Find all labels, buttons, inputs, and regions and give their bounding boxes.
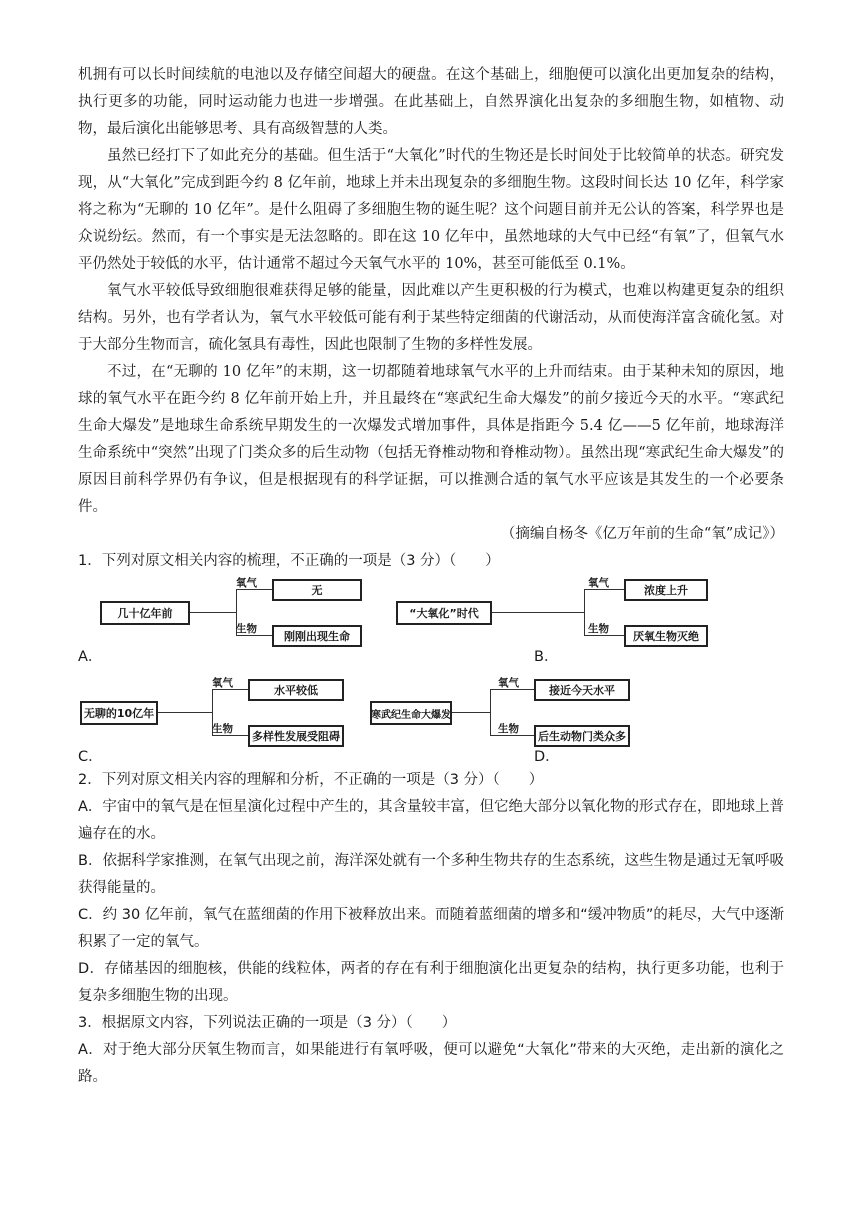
- option-letter-c: C．: [78, 749, 103, 765]
- life-label: 生物: [236, 623, 257, 635]
- oxygen-box: 水平较低: [248, 679, 344, 701]
- question-2-option-d: D．存储基因的细胞核，供能的线粒体，两者的存在有利于细胞演化出更复杂的结构，执行更多功能，也利于复杂多细胞生物的出现。: [78, 961, 784, 1004]
- question-3-option-a: A．对于绝大部分厌氧生物而言，如果能进行有氧呼吸，便可以避免“大氧化”带来的大灭绝，走出新的演化之路。: [78, 1042, 784, 1085]
- option-letter-d: D．: [534, 749, 560, 765]
- life-label: 生物: [498, 723, 519, 735]
- question-2-option-c: C．约 30 亿年前，氧气在蓝细菌的作用下被释放出来。而随着蓝细菌的增多和“缓冲物质”的耗尽，大气中逐渐积累了一定的氧气。: [78, 907, 784, 950]
- diagram-c: [80, 677, 380, 743]
- life-box: 刚刚出现生命: [272, 625, 362, 647]
- oxygen-label: 氧气: [498, 677, 519, 689]
- oxygen-label: 氧气: [588, 577, 609, 589]
- passage-paragraph-2: 虽然已经打下了如此充分的基础。但生活于“大氧化”时代的生物还是长时间处于比较简单的状态。研究发现，从“大氧化”完成到距今约 8 亿年前，地球上并未出现复杂的多细胞生物。这段时间长达 10 亿年，科学家将之称为“无聊的 10 亿年”。是什么阻碍了多细胞生物的诞生呢？这个问题目前并无公认的答案，科学界也是众说纷纭。然而，有一个事实是无法忽略的。即在这 10 亿年中，虽然地球的大气中已经“有氧”了，但氧气水平仍然处于较低的水平，估计通常不超过今天氧气水平的 10%，甚至可能低至 0.1%。: [78, 148, 784, 272]
- life-label: 生物: [212, 723, 233, 735]
- question-2-option-a: A．宇宙中的氧气是在恒星演化过程中产生的，其含量较丰富，但它绝大部分以氧化物的形式存在，即地球上普遍存在的水。: [78, 799, 784, 842]
- passage-paragraph-4: 不过，在“无聊的 10 亿年”的末期，这一切都随着地球氧气水平的上升而结束。由于某种未知的原因，地球的氧气水平在距今约 8 亿年前开始上升，并且最终在“寒武纪生命大爆发”的前夕接近今天的水平。“寒武纪生命大爆发”是地球生命系统早期发生的一次爆发式增加事件，具体是指距今 5.4 亿——5 亿年前，地球海洋生命系统中“突然”出现了门类众多的后生动物（包括无脊椎动物和脊椎动物）。虽然出现“寒武纪生命大爆发”的原因目前科学界仍有争议，但是根据现有的科学证据，可以推测合适的氧气水平应该是其发生的一个必要条件。: [78, 364, 784, 515]
- era-box: 寒武纪生命大爆发: [370, 701, 452, 725]
- life-label: 生物: [588, 623, 609, 635]
- diagram-a: [78, 577, 378, 643]
- oxygen-label: 氧气: [236, 577, 257, 589]
- oxygen-box: 浓度上升: [624, 579, 708, 601]
- diagram-b: [396, 577, 699, 643]
- exam-page: [78, 62, 784, 1091]
- passage-paragraph-1: 机拥有可以长时间续航的电池以及存储空间超大的硬盘。在这个基础上，细胞便可以演化出更加复杂的结构，执行更多的功能，同时运动能力也进一步增强。在此基础上，自然界演化出复杂的多细胞生物，如植物、动物，最后演化出能够思考、具有高级智慧的人类。: [78, 67, 784, 137]
- question-2-option-b: B．依据科学家推测，在氧气出现之前，海洋深处就有一个多种生物共存的生态系统，这些生物是通过无氧呼吸获得能量的。: [78, 853, 784, 896]
- oxygen-label: 氧气: [212, 677, 233, 689]
- question-1-diagrams: [78, 577, 784, 767]
- life-box: 后生动物门类众多: [534, 725, 630, 747]
- question-1-stem: 1．下列对原文相关内容的梳理，不正确的一项是（3 分）（ ）: [78, 553, 500, 569]
- option-letter-a: A．: [78, 649, 103, 665]
- life-box: 厌氧生物灭绝: [624, 625, 708, 647]
- life-box: 多样性发展受阻碍: [248, 725, 344, 747]
- diagram-d: [370, 677, 670, 743]
- era-box: “大氧化”时代: [396, 601, 492, 625]
- question-3-stem: 3．根据原文内容，下列说法正确的一项是（3 分）（ ）: [78, 1015, 457, 1031]
- option-letter-b: B．: [534, 649, 559, 665]
- era-box: 无聊的10亿年: [80, 701, 158, 725]
- passage-paragraph-3: 氧气水平较低导致细胞很难获得足够的能量，因此难以产生更积极的行为模式，也难以构建更复杂的组织结构。另外，也有学者认为，氧气水平较低可能有利于某些特定细菌的代谢活动，从而使海洋富含硫化氢。对于大部分生物而言，硫化氢具有毒性，因此也限制了生物的多样性发展。: [78, 283, 784, 353]
- passage-source: （摘编自杨冬《亿万年前的生命“氧”成记》）: [500, 526, 784, 542]
- oxygen-box: 无: [272, 579, 362, 601]
- oxygen-box: 接近今天水平: [534, 679, 630, 701]
- era-box: 几十亿年前: [100, 601, 190, 625]
- question-2-stem: 2．下列对原文相关内容的理解和分析，不正确的一项是（3 分）（ ）: [78, 772, 544, 788]
